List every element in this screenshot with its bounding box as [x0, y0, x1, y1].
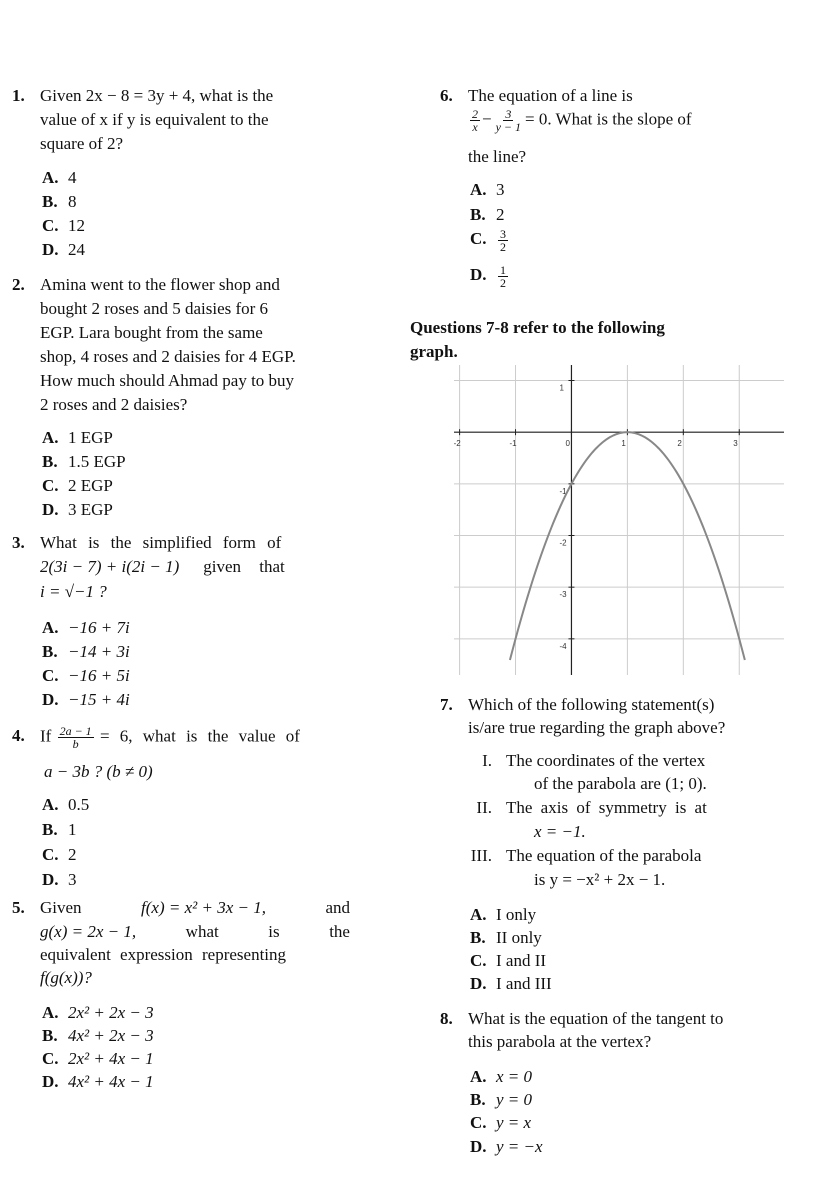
question-8-option-a[interactable]: A. x = 0: [470, 1067, 533, 1086]
question-8-option-d[interactable]: D. y = −x: [470, 1137, 543, 1156]
question-1-option-a[interactable]: A. 4: [42, 168, 77, 187]
question-7-stem: [440, 695, 714, 715]
question-7-statement-1: [452, 751, 705, 771]
x-tick-label: -2: [454, 439, 461, 449]
question-7-line-2: is/are true regarding the graph above?: [468, 718, 726, 737]
question-4-fraction: [58, 725, 94, 750]
question-1-line-3: square of 2?: [40, 134, 124, 153]
question-5-f-definition: f(x) = x² + 3x − 1,: [141, 898, 266, 917]
statement-3-numeral: III.: [470, 846, 492, 865]
question-6-option-a[interactable]: A. 3: [470, 180, 505, 199]
question-4-line-2: a − 3b ? (b ≠ 0): [44, 762, 153, 781]
y-tick-label: -3: [559, 590, 567, 600]
question-6-option-b[interactable]: B. 2: [470, 205, 505, 224]
question-5-option-c[interactable]: C. 2x² + 4x − 1: [42, 1049, 154, 1068]
question-1-stem: [12, 86, 273, 106]
question-6-number: 6.: [440, 86, 453, 105]
question-3-option-c[interactable]: C. −16 + 5i: [42, 666, 130, 685]
question-7-number: 7.: [440, 695, 453, 714]
statement-2-line-2: x = −1.: [534, 822, 586, 841]
question-5-word-what: what: [185, 922, 219, 941]
question-4-fraction-numerator: 2a − 1: [59, 724, 92, 738]
question-6-fraction-1-numerator: 2: [472, 107, 478, 121]
question-5-line-2: [40, 922, 350, 942]
question-5-option-a[interactable]: A. 2x² + 2x − 3: [42, 1003, 154, 1022]
question-7-option-a[interactable]: A. I only: [470, 905, 537, 924]
question-6-stem: [440, 86, 633, 106]
question-6-fraction-2: [494, 108, 523, 133]
statement-2-numeral: II.: [476, 798, 492, 817]
question-3-option-b[interactable]: B. −14 + 3i: [42, 642, 130, 661]
question-1-option-c[interactable]: C. 12: [42, 216, 85, 235]
x-tick-label: -1: [509, 439, 517, 449]
x-tick-label: 0: [565, 439, 570, 449]
question-3-stem: [12, 533, 281, 553]
question-6-option-c-fraction: $\frac{3}{2}$: [500, 227, 506, 254]
question-5-given: Given: [40, 898, 82, 917]
question-5-g-definition: g(x) = 2x − 1,: [40, 922, 137, 941]
question-2-line-3: EGP. Lara bought from the same: [40, 323, 263, 342]
question-4-option-c[interactable]: C. 2: [42, 845, 77, 864]
question-3-number: 3.: [12, 533, 25, 552]
question-7-line-1: Which of the following statement(s): [468, 695, 715, 714]
question-4-number: 4.: [12, 726, 25, 746]
question-4-option-b[interactable]: B. 1: [42, 820, 77, 839]
question-7-statement-3: [452, 846, 701, 866]
question-1-line-1: Given 2x − 8 = 3y + 4, what is the: [40, 86, 274, 105]
question-6-option-c[interactable]: C. $\frac{3}{2}$: [470, 227, 506, 254]
question-2-line-2: bought 2 roses and 5 daisies for 6: [40, 299, 269, 318]
y-tick-label: -1: [559, 486, 567, 496]
question-5-number: 5.: [12, 898, 25, 917]
question-7-option-b[interactable]: B. II only: [470, 928, 542, 947]
question-2-option-b[interactable]: B. 1.5 EGP: [42, 452, 126, 471]
question-6-fraction-2-numerator: 3: [505, 107, 512, 121]
question-7-option-d[interactable]: D. I and III: [470, 974, 552, 993]
question-1-option-d[interactable]: D. 24: [42, 240, 85, 259]
statement-3-line-2: is y = −x² + 2x − 1.: [534, 870, 666, 889]
question-5-option-d[interactable]: D. 4x² + 4x − 1: [42, 1072, 154, 1091]
question-8-number: 8.: [440, 1009, 453, 1028]
question-1-number: 1.: [12, 86, 25, 105]
question-3-given: given that: [203, 557, 285, 576]
question-6-equation: [468, 108, 692, 133]
question-2-option-c[interactable]: C. 2 EGP: [42, 476, 113, 495]
question-3-option-a[interactable]: A. −16 + 7i: [42, 618, 130, 637]
question-8-option-c[interactable]: C. y = x: [470, 1113, 532, 1132]
question-7-statement-2: [452, 798, 707, 818]
question-2-option-d[interactable]: D. 3 EGP: [42, 500, 113, 519]
question-5-line-3: equivalent expression representing: [40, 945, 287, 964]
graph-heading-line-2: graph.: [410, 342, 458, 361]
statement-2-line-1: The axis of symmetry is at: [506, 798, 707, 817]
question-1-option-b[interactable]: B. 8: [42, 192, 77, 211]
question-5-word-is: is: [268, 922, 280, 941]
question-6-line-1: The equation of a line is: [468, 86, 633, 105]
question-2-number: 2.: [12, 275, 25, 294]
y-tick-label: -2: [559, 538, 567, 548]
question-3-expression: 2(3i − 7) + i(2i − 1): [40, 557, 180, 576]
y-tick-label: -4: [559, 641, 567, 651]
question-8-line-1: What is the equation of the tangent to: [468, 1009, 724, 1028]
statement-1-numeral: I.: [482, 751, 492, 770]
question-5-and: and: [325, 898, 350, 917]
question-4-stem: [12, 725, 300, 750]
question-4-if: If: [40, 726, 52, 746]
question-8-stem: [440, 1009, 723, 1029]
question-5-line-1: [12, 898, 350, 918]
question-2-option-a[interactable]: A. 1 EGP: [42, 428, 113, 447]
question-2-line-1: Amina went to the flower shop and: [40, 275, 280, 294]
parabola-graph: [454, 365, 784, 675]
graph-heading-line-1: Questions 7-8 refer to the following: [410, 318, 665, 337]
question-4-option-a[interactable]: A. 0.5: [42, 795, 90, 814]
question-3-line-2: [40, 557, 285, 577]
question-6-equation-rest: = 0. What is the slope of: [525, 109, 692, 129]
question-1-line-2: value of x if y is equivalent to the: [40, 110, 269, 129]
question-6-fraction-1-denominator: x: [472, 120, 478, 134]
question-4-fraction-denominator: b: [72, 737, 79, 751]
question-6-fraction-1: [470, 108, 480, 133]
question-5-option-b[interactable]: B. 4x² + 2x − 3: [42, 1026, 154, 1045]
question-3-i-definition: i = √−1 ?: [40, 582, 107, 601]
question-5-word-the: the: [329, 922, 350, 941]
question-2-line-4: shop, 4 roses and 2 daisies for 4 EGP.: [40, 347, 296, 366]
question-6-line-3: the line?: [468, 147, 527, 166]
statement-1-line-1: The coordinates of the vertex: [506, 751, 706, 770]
statement-3-line-1: The equation of the parabola: [506, 846, 702, 865]
question-8-line-2: this parabola at the vertex?: [468, 1032, 652, 1051]
x-tick-label: 3: [733, 439, 738, 449]
question-2-stem: [12, 275, 280, 295]
question-8-option-b[interactable]: B. y = 0: [470, 1090, 533, 1109]
x-tick-label: 1: [621, 439, 626, 449]
question-6-minus: −: [482, 109, 492, 129]
x-tick-label: 2: [677, 439, 682, 449]
question-7-option-c[interactable]: C. I and II: [470, 951, 547, 970]
question-6-option-d-fraction: $\frac{1}{2}$: [500, 263, 506, 290]
question-2-line-5: How much should Ahmad pay to buy: [40, 371, 295, 390]
question-2-line-6: 2 roses and 2 daisies?: [40, 395, 188, 414]
question-6-fraction-2-denominator: y − 1: [495, 120, 522, 134]
question-4-option-d[interactable]: D. 3: [42, 870, 77, 889]
statement-1-line-2: of the parabola are (1; 0).: [534, 774, 707, 793]
question-6-option-d[interactable]: D. $\frac{1}{2}$: [470, 263, 506, 290]
question-3-option-d[interactable]: D. −15 + 4i: [42, 690, 130, 709]
y-tick-label: 1: [559, 383, 564, 393]
question-4-line-1-rest: = 6, what is the value of: [99, 726, 300, 746]
question-5-line-4: f(g(x))?: [40, 968, 92, 987]
question-3-line-1: What is the simplified form of: [40, 533, 282, 552]
